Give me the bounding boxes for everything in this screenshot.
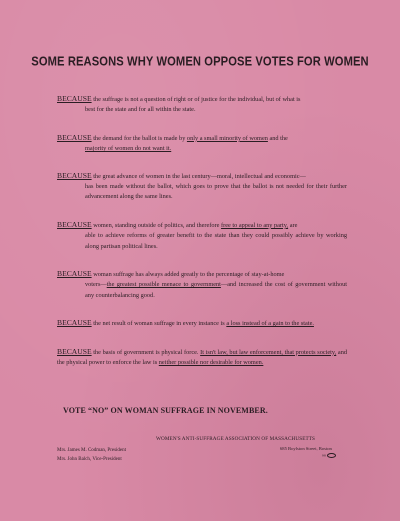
reason-emphasis: the greatest possible menace to government <box>106 281 221 289</box>
reason-item <box>57 220 347 252</box>
reason-item <box>57 318 347 329</box>
vice-president-line: Mrs. John Balch, Vice-President <box>57 456 122 462</box>
reason-lead: BECAUSE <box>57 94 92 103</box>
reason-continuation: able to achieve reforms of greater benefit to the state than they could possibly achieve by working along partisan political lines. <box>85 232 347 250</box>
reason-lead: BECAUSE <box>57 170 92 180</box>
reason-text: the demand for the ballot is made by <box>93 134 186 142</box>
association-address: 685 Boylston Street, Boston <box>280 446 332 451</box>
reason-lead: BECAUSE <box>57 346 92 356</box>
reason-emphasis: neither possible nor desirable for women. <box>158 359 264 367</box>
reason-continuation: best for the state and for all within the state. <box>85 106 196 114</box>
reason-item <box>57 347 347 369</box>
printer-mark <box>322 453 336 458</box>
reason-text: the suffrage is not a question of right or of justice for the individual, but of what is <box>93 96 301 103</box>
union-bug-icon <box>327 453 336 458</box>
reason-text: —and increased the cost of government without any counterbalancing good. <box>85 281 347 299</box>
vote-slogan: VOTE “NO” ON WOMAN SUFFRAGE IN NOVEMBER. <box>63 406 268 415</box>
reason-item <box>57 133 347 155</box>
reason-text: the net result of woman suffrage in every instance is <box>93 320 225 328</box>
reason-item <box>57 269 347 301</box>
reason-continuation: has been made without the ballot, which goes to prove that the ballot is not needed for their further advancement along the same lines. <box>85 183 347 201</box>
association-name: WOMEN'S ANTI-SUFFRAGE ASSOCIATION OF MASSACHUSETTS <box>156 436 315 442</box>
reason-text: the basis of government is physical force. <box>93 348 199 356</box>
reasons-list <box>57 94 347 386</box>
officers-block <box>57 447 126 464</box>
reason-emphasis: majority of women do not want it. <box>85 145 172 153</box>
reason-emphasis: free to appeal to any party, <box>221 221 289 229</box>
reason-lead: BECAUSE <box>57 132 92 142</box>
reason-lead: BECAUSE <box>57 219 92 229</box>
reason-emphasis: It isn't law, but law enforcement, that protects society, <box>200 348 337 356</box>
reason-item <box>57 171 347 203</box>
reason-emphasis: a loss instead of a gain to the state. <box>226 320 314 328</box>
reason-text: women, standing outside of politics, and therefore <box>93 221 220 229</box>
reason-lead: BECAUSE <box>57 318 92 328</box>
reason-text: the great advance of women in the last century—moral, intellectual and economic— <box>93 172 306 180</box>
reason-text: and the physical power to enforce the law is <box>57 348 347 367</box>
reason-text: are <box>289 221 298 229</box>
reason-text: and the <box>269 134 288 142</box>
reason-item <box>57 94 347 116</box>
president-line: Mrs. James M. Codman, President <box>57 448 127 453</box>
reason-text: woman suffrage has always added greatly to the percentage of stay-at-home <box>93 271 285 279</box>
reason-text: voters— <box>85 281 107 289</box>
reason-lead: BECAUSE <box>57 269 92 279</box>
printer-mark-number: 98 <box>322 453 326 458</box>
page-title: SOME REASONS WHY WOMEN OPPOSE VOTES FOR WOMEN <box>31 54 369 70</box>
reason-emphasis: only a small minority of women <box>186 134 268 142</box>
